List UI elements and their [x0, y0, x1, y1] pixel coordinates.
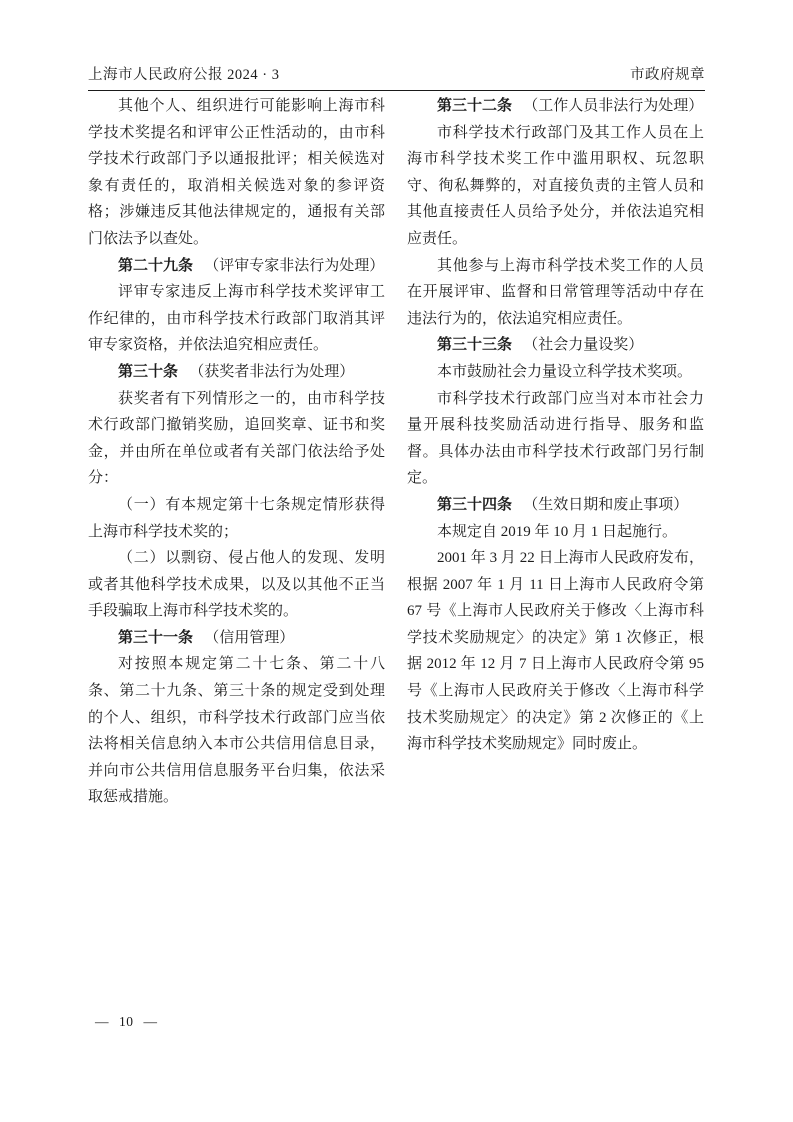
paragraph: 市科学技术行政部门应当对本市社会力量开展科技奖励活动进行指导、服务和监督。具体办法由市科学技术行政部门另行制定。 [407, 390, 704, 487]
article-number: 第三十三条 [437, 337, 513, 354]
paragraph: （二）以剽窃、侵占他人的发现、发明或者其他科学技术成果，以及以其他不正当手段骗取上海市科学技术奖的。 [88, 550, 385, 620]
article-number: 第三十二条 [437, 98, 513, 114]
page-number: 10 [119, 1014, 134, 1029]
article-heading [407, 492, 704, 519]
footer-dash-left: — [95, 1014, 109, 1029]
page-header [88, 58, 705, 91]
paragraph: 2001 年 3 月 22 日上海市人民政府发布，根据 2007 年 1 月 11 日上海市人民政府令第 67 号《上海市人民政府关于修改〈上海市科学技术奖励规定〉的决定》第 1 次修正，根据 2012 年 12 月 7 日上海市人民政府令第 95 号《上海市人民政府关于修改〈上海市科学技术奖励规定〉的决定》第 2 次修正的《上海市科学技术奖励规定》同时废止。 [407, 550, 704, 753]
article-title: （获奖者非法行为处理） [189, 363, 355, 380]
article-title: （社会力量设奖） [523, 337, 644, 354]
paragraph: 本市鼓励社会力量设立科学技术奖项。 [437, 363, 693, 380]
section-title: 市政府规章 [630, 67, 705, 83]
article-title: （信用管理） [204, 629, 295, 646]
paragraph: 对按照本规定第二十七条、第二十八条、第二十九条、第三十条的规定受到处理的个人、组织，市科学技术行政部门应当依法将相关信息纳入本市公共信用信息目录，并向市公共信用信息服务平台归集，依法采取惩戒措施。 [88, 656, 385, 806]
left-column [88, 93, 385, 811]
article-heading [88, 359, 385, 386]
article-heading [88, 253, 385, 280]
paragraph: 获奖者有下列情形之一的，由市科学技术行政部门撤销奖励，追回奖章、证书和奖金，并由所在单位或者有关部门依法给予处分： [88, 390, 385, 487]
article-number: 第二十九条 [118, 257, 194, 274]
paragraph: 本规定自 2019 年 10 月 1 日起施行。 [437, 523, 678, 540]
article-number: 第三十四条 [437, 496, 513, 513]
paragraph: 市科学技术行政部门及其工作人员在上海市科学技术奖工作中滥用职权、玩忽职守、徇私舞弊的，对直接负责的主管人员和其他直接责任人员给予处分，并依法追究相应责任。 [407, 124, 704, 247]
gazette-title: 上海市人民政府公报 2024 · 3 [88, 67, 280, 83]
right-column [407, 93, 704, 811]
article-number: 第三十条 [118, 363, 179, 380]
paragraph: 评审专家违反上海市科学技术奖评审工作纪律的，由市科学技术行政部门取消其评审专家资格，并依法追究相应责任。 [88, 284, 385, 354]
article-heading [407, 93, 704, 120]
page-footer [95, 1014, 158, 1030]
footer-dash-right: — [143, 1014, 158, 1029]
paragraph: 其他个人、组织进行可能影响上海市科学技术奖提名和评审公正性活动的，由市科学技术行政部门予以通报批评；相关候选对象有责任的，取消相关候选对象的参评资格；涉嫌违反其他法律规定的，通报有关部门依法予以查处。 [88, 98, 385, 247]
article-title: （评审专家非法行为处理） [204, 257, 385, 274]
article-heading [407, 332, 704, 359]
paragraph: （一）有本规定第十七条规定情形获得上海市科学技术奖的； [88, 496, 385, 540]
article-heading [88, 625, 385, 652]
document-body [88, 93, 705, 811]
article-number: 第三十一条 [118, 629, 194, 646]
article-title: （工作人员非法行为处理） [523, 98, 704, 114]
paragraph: 其他参与上海市科学技术奖工作的人员在开展评审、监督和日常管理等活动中存在违法行为的，依法追究相应责任。 [407, 257, 704, 327]
article-title: （生效日期和废止事项） [523, 496, 689, 513]
